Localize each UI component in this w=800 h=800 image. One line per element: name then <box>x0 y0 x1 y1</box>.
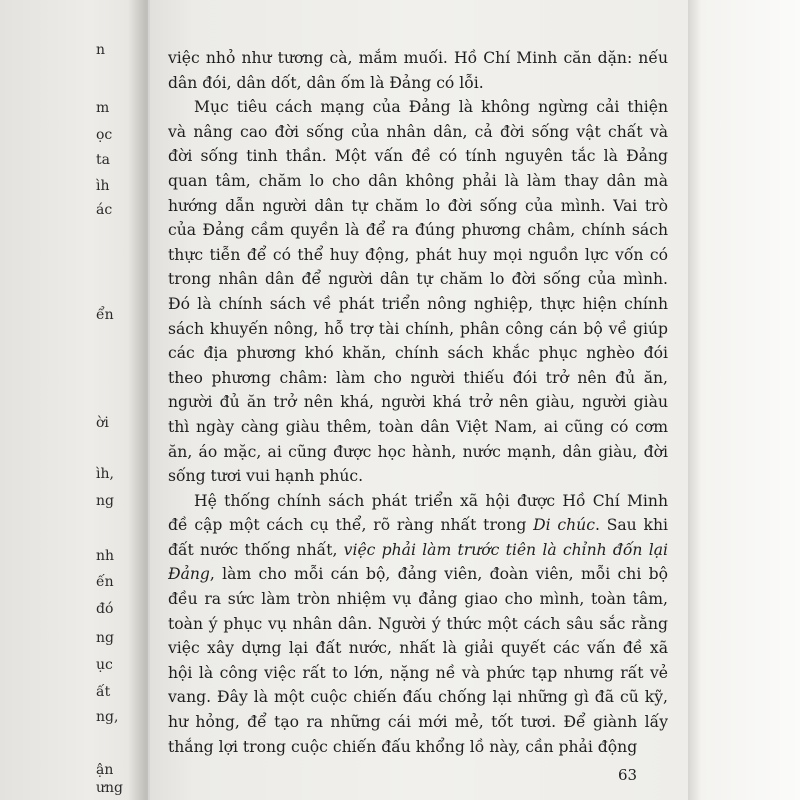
left-page-fragment: nh <box>96 548 115 564</box>
text-run: hướng dẫn người dân tự chăm lo đời sống của mình. Vai trò <box>168 196 668 215</box>
text-run: sống tươi vui hạnh phúc. <box>168 467 364 486</box>
text-run: trong nhân dân để người dân tự chăm lo đời sống của mình. <box>168 270 668 289</box>
left-page-fragment: m <box>96 100 110 116</box>
body-text <box>168 46 668 759</box>
text-run: và nâng cao đời sống của nhân dân, cả đời sống vật chất và <box>168 122 668 141</box>
italic-emphasis: việc phải làm trước tiên là chỉnh đốn lại <box>343 540 668 559</box>
left-page-fragment: ng <box>96 630 114 646</box>
text-line <box>168 710 668 735</box>
text-line <box>168 366 668 391</box>
left-page-fragment: ục <box>96 657 113 673</box>
text-line <box>168 341 668 366</box>
text-line <box>168 46 668 71</box>
left-page-fragment: đó <box>96 601 114 617</box>
text-run: sách khuyến nông, hỗ trợ tài chính, phân công cán bộ về giúp <box>168 319 668 338</box>
text-run: dân đói, dân dốt, dân ốm là Đảng có lỗi. <box>168 73 484 92</box>
text-line <box>168 169 668 194</box>
text-run: việc nhỏ như tương cà, mắm muối. Hồ Chí Minh căn dặn: nếu <box>168 49 668 67</box>
italic-emphasis: Di chúc <box>533 516 595 535</box>
text-run: quan tâm, chăm lo cho dân không phải là làm thay dân mà <box>168 171 668 190</box>
text-run: đều ra sức làm tròn nhiệm vụ đảng giao cho mình, toàn tâm, <box>168 590 668 609</box>
text-run: đời sống tinh thần. Một vấn đề có tính nguyên tắc là Đảng <box>168 147 668 166</box>
page-edge <box>688 0 800 800</box>
text-line <box>168 218 668 243</box>
page-number: 63 <box>618 766 638 784</box>
left-page-fragment: ác <box>96 202 113 218</box>
text-run: Đó là chính sách về phát triển nông nghiệp, thực hiện chính <box>168 294 668 313</box>
text-line <box>168 489 668 514</box>
text-line <box>168 194 668 219</box>
text-line <box>168 735 668 760</box>
text-run: hội là công việc rất to lớn, nặng nề và phức tạp nhưng rất vẻ <box>168 663 668 682</box>
text-run: của Đảng cầm quyền là để ra đúng phương châm, chính sách <box>168 221 668 240</box>
text-line <box>168 243 668 268</box>
left-page-fragment: ất <box>96 684 111 700</box>
left-page-fragment: ng, <box>96 709 119 725</box>
text-run: , làm cho mỗi cán bộ, đảng viên, đoàn viên, mỗi chi bộ <box>209 565 668 584</box>
text-line <box>168 390 668 415</box>
italic-emphasis: Đảng <box>168 565 210 584</box>
text-run: toàn ý phục vụ nhân dân. Người ý thức một cách sâu sắc rằng <box>168 614 668 633</box>
text-run: Mục tiêu cách mạng của Đảng là không ngừng cải thiện <box>194 98 668 117</box>
text-line <box>168 562 668 587</box>
text-run: thì ngày càng giàu thêm, toàn dân Việt Nam, ai cũng có cơm <box>168 417 668 436</box>
text-line <box>168 685 668 710</box>
text-line <box>168 538 668 563</box>
text-line <box>168 587 668 612</box>
text-line <box>168 636 668 661</box>
text-line <box>168 661 668 686</box>
text-line <box>168 415 668 440</box>
text-run: vang. Đây là một cuộc chiến đấu chống lại những gì đã cũ kỹ, <box>168 688 668 707</box>
left-page-fragment: ển <box>96 307 114 323</box>
text-run: thắng lợi trong cuộc chiến đấu khổng lồ này, cần phải động <box>168 737 638 756</box>
text-line <box>168 120 668 145</box>
text-run: người đủ ăn trở nên khá, người khá trở nên giàu, người giàu <box>168 393 668 412</box>
text-line <box>168 440 668 465</box>
text-run: theo phương châm: làm cho người thiếu đói trở nên đủ ăn, <box>168 368 668 387</box>
text-run: đất nước thống nhất, <box>168 540 344 559</box>
text-line <box>168 95 668 120</box>
left-page-fragment: ời <box>96 415 109 431</box>
text-run: các địa phương khó khăn, chính sách khắc phục nghèo đói <box>168 344 668 363</box>
text-line <box>168 292 668 317</box>
text-line <box>168 144 668 169</box>
text-run: Hệ thống chính sách phát triển xã hội được Hồ Chí Minh <box>194 491 668 510</box>
left-page-fragment: ọc <box>96 127 113 143</box>
left-page-fragment: ến <box>96 574 114 590</box>
text-run: thực tiễn để có thể huy động, phát huy mọi nguồn lực vốn có <box>168 245 668 264</box>
left-page-fragment: ưng <box>96 780 123 796</box>
text-run: . Sau khi <box>594 516 668 535</box>
left-page-fragment: ng <box>96 493 114 509</box>
left-page-fragment: ta <box>96 152 110 168</box>
text-line <box>168 267 668 292</box>
left-page-fragment: ìh, <box>96 466 114 482</box>
left-page-fragment: n <box>96 42 106 58</box>
text-run: hư hỏng, để tạo ra những cái mới mẻ, tốt tươi. Để giành lấy <box>168 713 668 732</box>
text-line <box>168 513 668 538</box>
text-line <box>168 612 668 637</box>
text-line <box>168 464 668 489</box>
text-line <box>168 317 668 342</box>
left-page-fragment: ận <box>96 762 114 778</box>
left-page-fragment: ìh <box>96 178 110 194</box>
text-run: đề cập một cách cụ thể, rõ ràng nhất trong <box>168 516 534 535</box>
text-run: việc xây dựng lại đất nước, nhất là giải quyết các vấn đề xã <box>168 639 668 658</box>
text-line <box>168 71 668 96</box>
text-run: ăn, áo mặc, ai cũng được học hành, nước mạnh, dân giàu, đời <box>168 442 668 461</box>
